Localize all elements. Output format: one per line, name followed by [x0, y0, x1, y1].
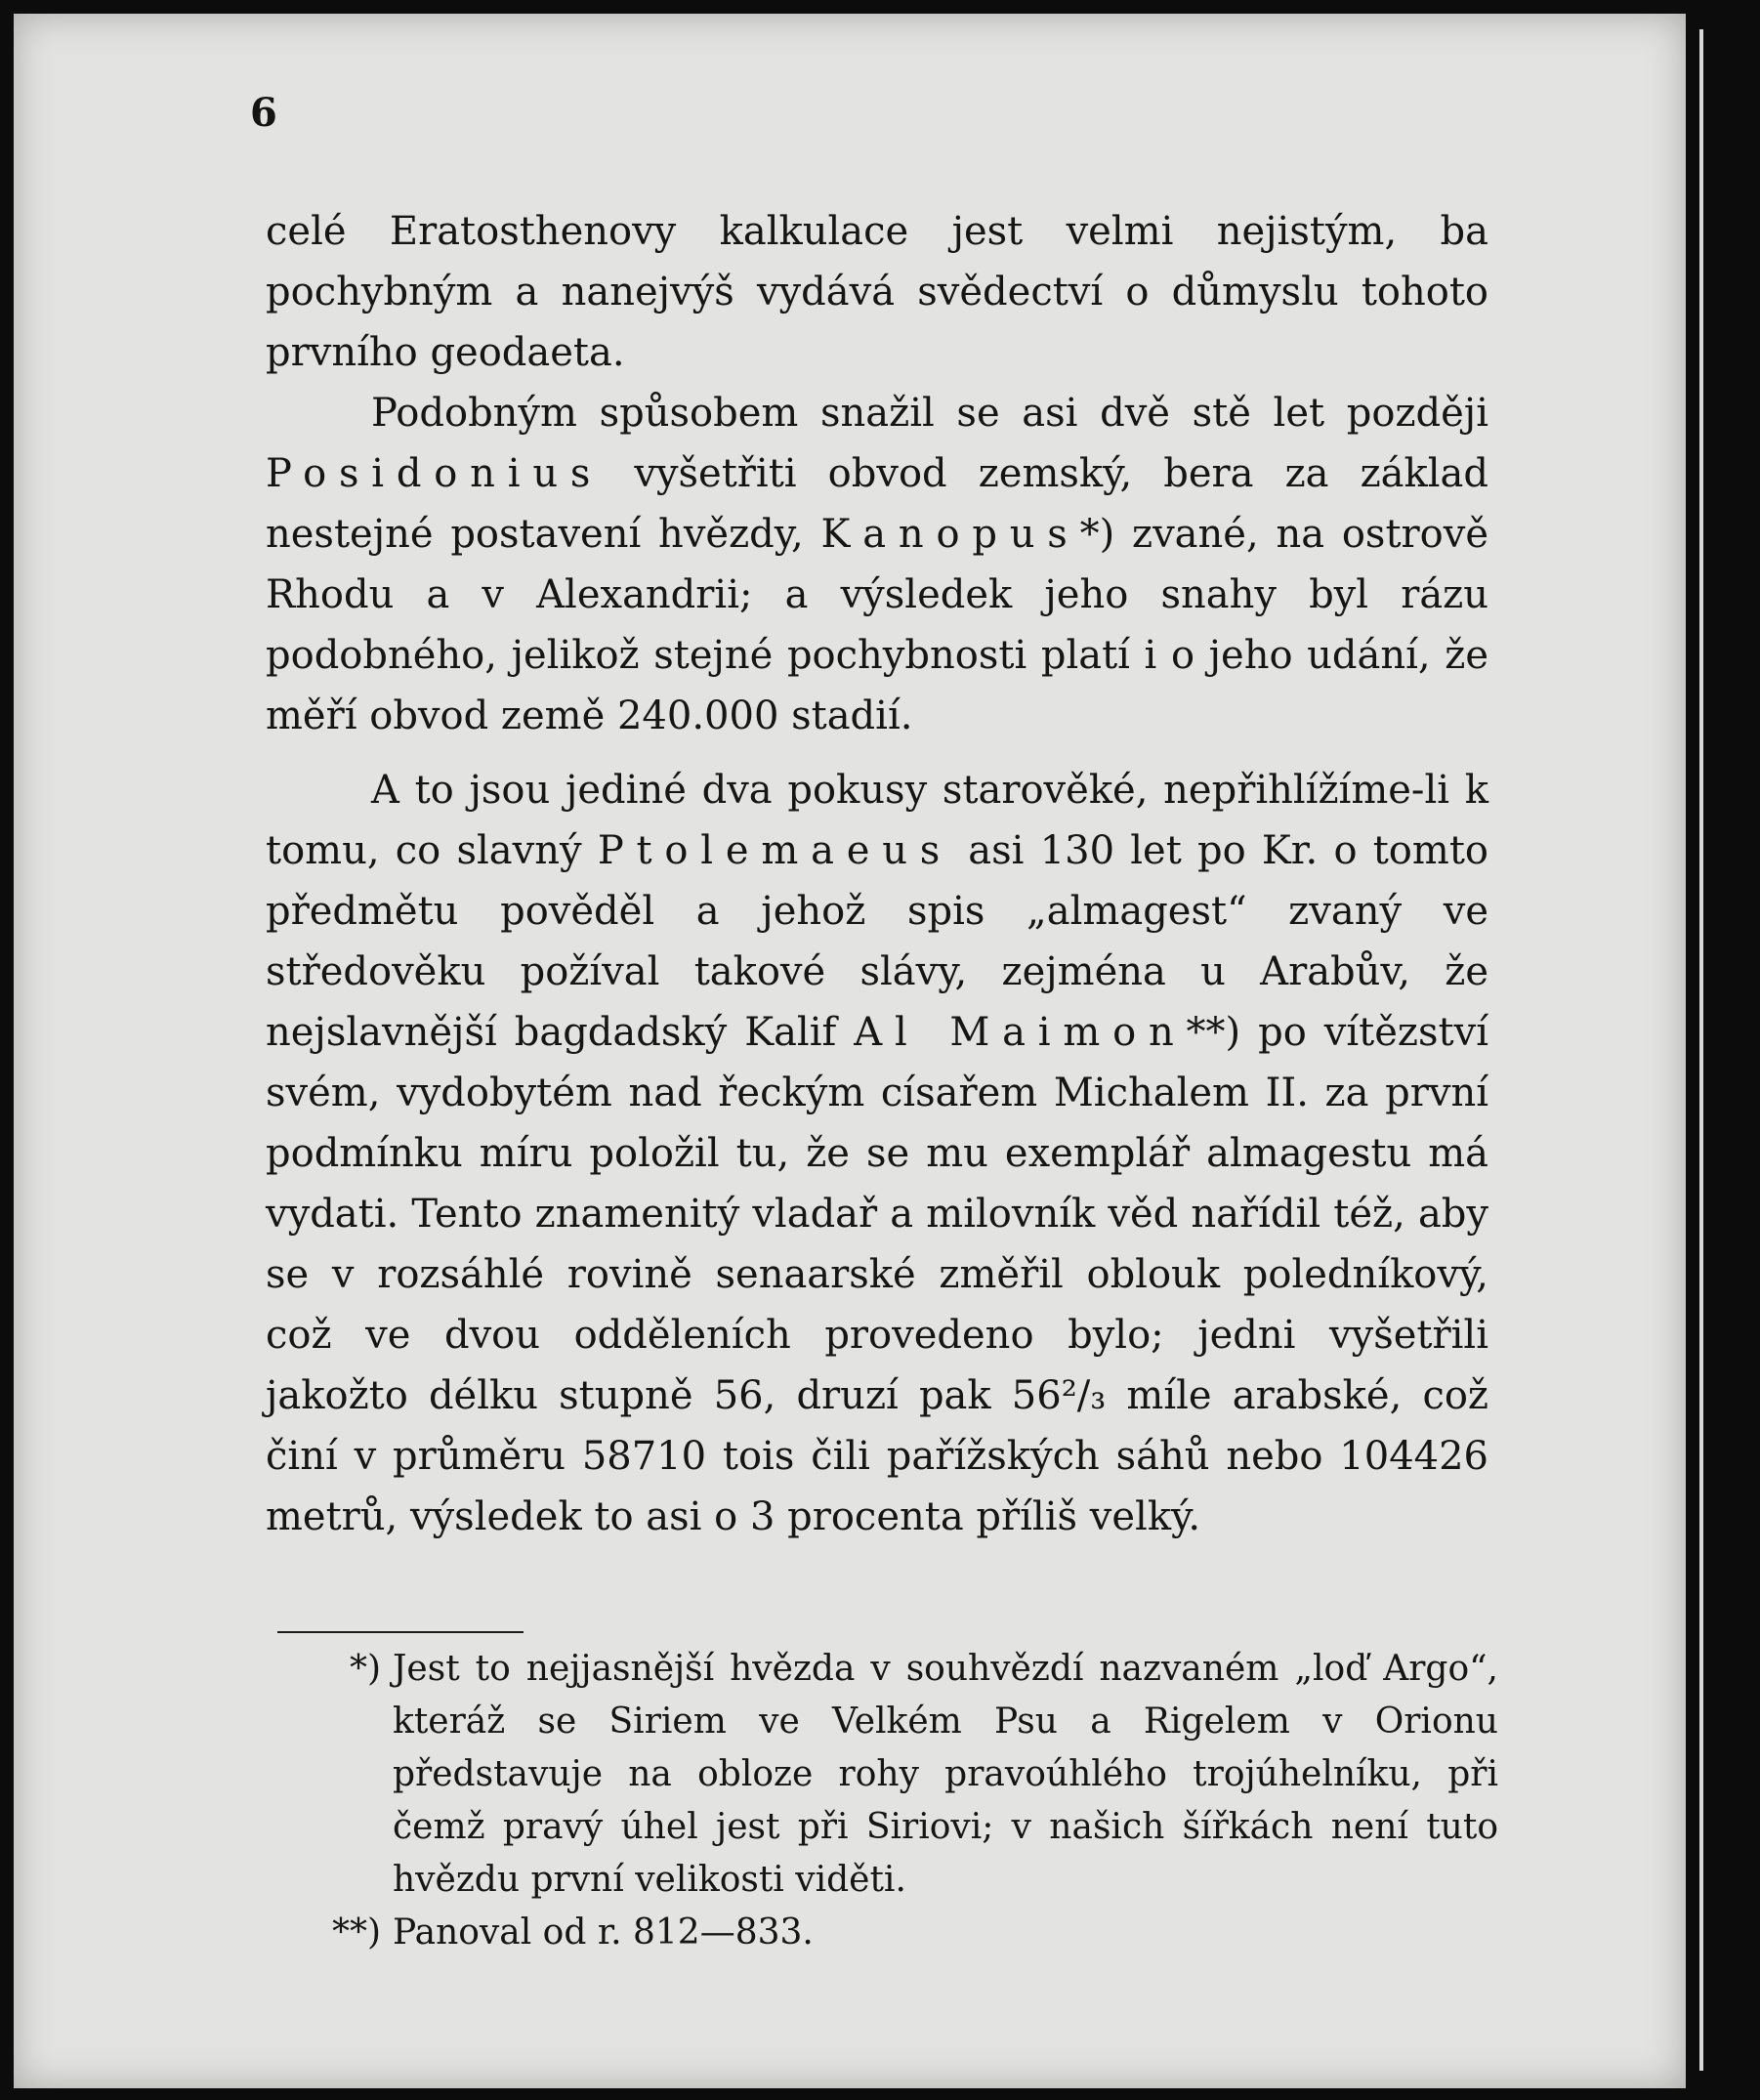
paragraph [266, 760, 1488, 1547]
text-run: Podobným spůsobem snažil se asi dvě stě let později [371, 391, 1488, 436]
footnotes [307, 1643, 1498, 1959]
name-kanopus: Kanopus [820, 512, 1080, 557]
paragraph [266, 201, 1488, 383]
text-run: *) zvané, na ostrově Rhodu a v Alexandrii; a výsledek jeho snahy byl rázu podobného, jelikož stejné pochybnosti platí i o jeho udání, že měří obvod země 240.000 stadií. [266, 512, 1488, 738]
footnote-text: Panoval od r. 812—833. [393, 1912, 814, 1953]
paragraph [266, 383, 1488, 746]
book-binding [1686, 0, 1760, 2100]
footnote-mark: *) [349, 1649, 381, 1689]
page-number: 6 [250, 90, 277, 136]
name-posidonius: Posidonius [266, 451, 604, 496]
footnote-text: Jest to nejjasnější hvězda v souhvězdí nazvaném „loď Argo“, kteráž se Siriem ve Velkém Psu a Rigelem v Orionu představuje na obloze rohy pravoúhlého trojúhelníku, při čemž pravý úhel jest při Siriovi; v našich šířkách není tuto hvězdu první velikosti viděti. [393, 1649, 1498, 1900]
binding-edge [1699, 29, 1703, 2071]
footnote [307, 1907, 1498, 1959]
text-run: míle arabské, což činí v průměru 58710 tois čili pařížských sáhů nebo 104426 metrů, výsledek to asi o 3 procenta příliš velký. [266, 1373, 1488, 1539]
text-run: asi 130 let po Kr. o tomto předmětu pověděl a jehož spis „almagest“ zvaný ve středověku požíval takové slávy, zejména u Arabův, že nejslavnější bagdadský Kalif [266, 828, 1488, 1055]
name-ptolemaeus: Ptolemaeus [597, 828, 953, 873]
book-page [14, 14, 1686, 2088]
text-run: A to jsou jediné dva pokusy starověké, nepřihlížíme-li k tomu, co slavný [266, 768, 1488, 873]
text-run: celé Eratosthenovy kalkulace jest velmi nejistým, ba pochybným a nanejvýš vydává svědectví o důmyslu tohoto prvního geodaeta. [266, 209, 1488, 375]
fraction: 56²/₃ [1011, 1373, 1107, 1418]
text-run: vyšetřiti obvod zemský, bera za základ nestejné postavení hvězdy, [266, 451, 1488, 557]
footnote-mark: **) [331, 1912, 381, 1953]
footnote-rule [277, 1631, 524, 1633]
body-text [266, 201, 1488, 1547]
footnote [307, 1643, 1498, 1907]
text-run: **) po vítězství svém, vydobytém nad řeckým císařem Michalem II. za první podmínku míru položil tu, že se mu exemplář almagestu má vydati. Tento znamenitý vladař a milovník věd nařídil též, aby se v rozsáhlé rovině senaarské změřil oblouk poledníkový, což ve dvou odděleních provedeno bylo; jedni vyšetřili jakožto délku stupně 56, druzí pak [266, 1010, 1488, 1418]
name-al-maimon: Al Maimon [854, 1010, 1187, 1055]
